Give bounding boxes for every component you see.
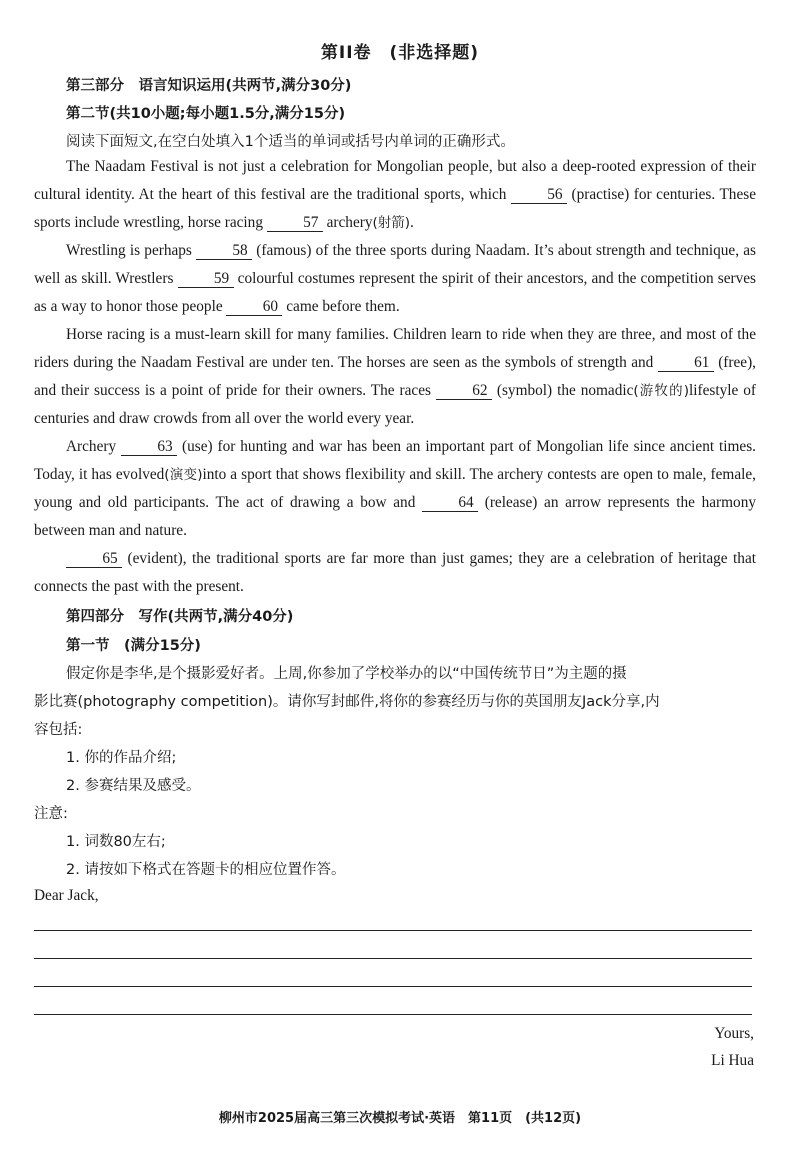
section1-heading: 第一节 (满分15分) <box>66 638 201 654</box>
blank-64[interactable]: 64 <box>422 495 478 512</box>
blank-62[interactable]: 62 <box>436 383 492 400</box>
writing-line[interactable] <box>34 986 752 987</box>
writing-line[interactable] <box>34 930 752 931</box>
prompt-line-1: 假定你是李华,是个摄影爱好者。上周,你参加了学校举办的以“中国传统节日”为主题的摄 <box>66 666 627 682</box>
blank-60[interactable]: 60 <box>226 299 282 316</box>
blank-65[interactable]: 65 <box>66 551 122 568</box>
greeting: Dear Jack, <box>34 887 99 904</box>
page-footer: 柳州市2025届高三第三次模拟考试·英语 第11页 (共12页) <box>218 1111 582 1126</box>
paragraph-3: Horse racing is a must-learn skill for many families. Children learn to ride when they are three, and most of the riders during the Naadam Festival are under ten. The horses are seen as the symbols of strength and 61 (free), and their success is a point of pride for their owners. The races 62 (symbol) the nomadic(游牧的)lifestyle of centuries and draw crowds from all over the world every year. <box>34 326 756 427</box>
paragraph-1: The Naadam Festival is not just a celebration for Mongolian people, but also a deep-rooted expression of their cultural identity. At the heart of this festival are the traditional sports, which 56 (practise) for centuries. These sports include wrestling, horse racing 57 archery(射箭). <box>34 158 756 231</box>
note-2: 2. 请按如下格式在答题卡的相应位置作答。 <box>66 862 346 878</box>
part4-heading: 第四部分 写作(共两节,满分40分) <box>66 609 294 625</box>
blank-56[interactable]: 56 <box>511 187 567 204</box>
passage <box>34 153 756 601</box>
paragraph-4: Archery 63 (use) for hunting and war has been an important part of Mongolian life since ancient times. Today, it has evolved(演变)into a sport that shows flexibility and skill. The archery contests are open to male, female, young and old participants. The act of drawing a bow and 64 (release) an arrow represents the harmony between man and nature. <box>34 438 757 539</box>
requirement-1: 1. 你的作品介绍; <box>66 750 177 766</box>
writing-line[interactable] <box>34 1014 752 1015</box>
requirement-2: 2. 参赛结果及感受。 <box>66 778 201 794</box>
prompt-line-2: 影比赛(photography competition)。请你写封邮件,将你的参赛经历与你的英国朋友Jack分享,内 <box>34 694 660 710</box>
signature: Li Hua <box>711 1052 754 1069</box>
paper-title: 第II卷 (非选择题) <box>320 43 480 63</box>
blank-63[interactable]: 63 <box>121 439 177 456</box>
paragraph-2: Wrestling is perhaps 58 (famous) of the three sports during Naadam. It’s about strength and technique, as well as skill. Wrestlers 59 colourful costumes represent the spirit of their ancestors, and the competition serves as a way to honor those people 60 came before them. <box>34 242 756 315</box>
note-1: 1. 词数80左右; <box>66 834 166 850</box>
writing-line[interactable] <box>34 958 752 959</box>
section2-heading: 第二节(共10小题;每小题1.5分,满分15分) <box>66 106 346 122</box>
instruction: 阅读下面短文,在空白处填入1个适当的单词或括号内单词的正确形式。 <box>66 134 515 150</box>
blank-57[interactable]: 57 <box>267 215 323 232</box>
paragraph-5: 65 (evident), the traditional sports are far more than just games; they are a celebration of heritage that connects the past with the present. <box>34 550 756 595</box>
note-label: 注意: <box>34 806 68 822</box>
part3-heading: 第三部分 语言知识运用(共两节,满分30分) <box>66 78 352 94</box>
blank-61[interactable]: 61 <box>658 355 714 372</box>
blank-59[interactable]: 59 <box>178 271 234 288</box>
blank-58[interactable]: 58 <box>196 243 252 260</box>
prompt-line-3: 容包括: <box>34 722 83 738</box>
closing: Yours, <box>714 1025 754 1042</box>
